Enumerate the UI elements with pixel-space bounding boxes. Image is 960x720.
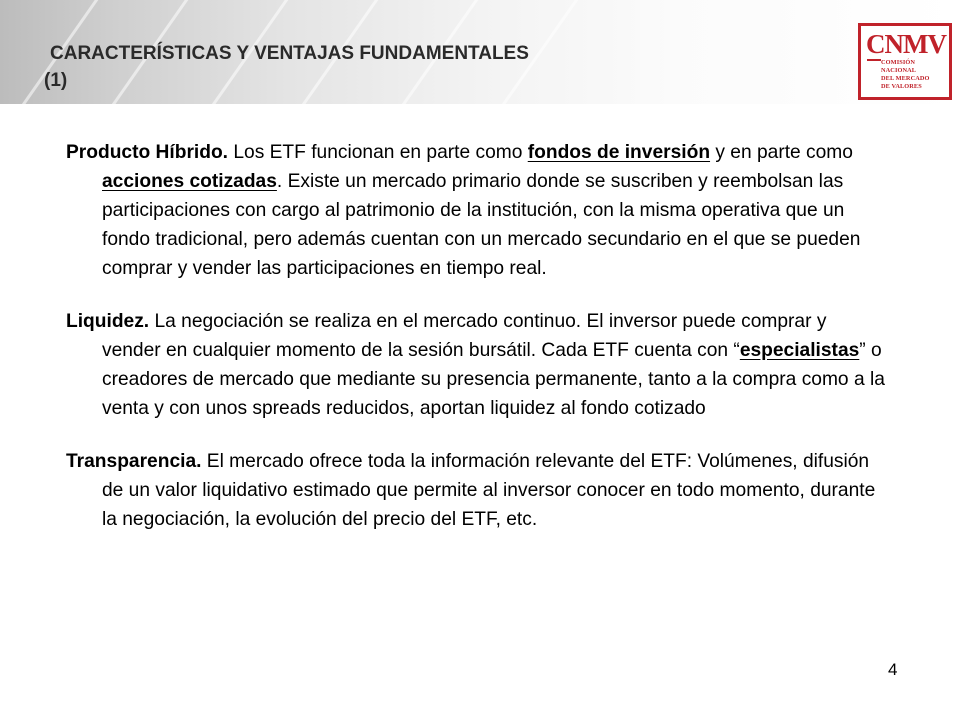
paragraph-producto-hibrido <box>66 138 886 283</box>
link-acciones-cotizadas[interactable]: acciones cotizadas <box>102 171 277 192</box>
paragraph-liquidez <box>66 307 886 423</box>
paragraph-text: Los ETF funcionan en parte como <box>228 142 528 163</box>
paragraph-text: El mercado ofrece toda la información relevante del ETF: Volúmenes, difusión de un valor liquidativo estimado que permite al inversor conocer en todo momento, durante la negociación, la evolución del precio del ETF, etc. <box>102 451 876 530</box>
paragraph-text: y en parte como <box>710 142 853 163</box>
link-fondos-de-inversion[interactable]: fondos de inversión <box>527 142 711 163</box>
slide-title-line2: (1) <box>44 70 68 91</box>
logo-subtitle-line: COMISIÓN <box>881 59 916 66</box>
logo-subtitle-line: NACIONAL <box>881 67 917 74</box>
cnmv-logo <box>858 23 952 100</box>
paragraph-text: ” o creadores de mercado que mediante su presencia permanente, tanto a la compra como a la venta y con unos spreads reducidos, aportan liquidez al fondo cotizado <box>102 340 885 419</box>
paragraph-text: La negociación se realiza en el mercado continuo. El inversor puede comprar y vender en cualquier momento de la sesión bursátil. Cada ETF cuenta con “ <box>102 311 827 361</box>
page-number: 4 <box>888 660 898 679</box>
slide-title-line1: CARACTERÍSTICAS Y VENTAJAS FUNDAMENTALES <box>50 43 529 64</box>
logo-subtitle-line: DE VALORES <box>881 83 922 90</box>
term-liquidez: Liquidez. <box>66 311 150 332</box>
slide-title <box>44 40 850 94</box>
logo-rule <box>867 59 881 93</box>
link-especialistas[interactable]: especialistas <box>739 340 860 361</box>
paragraph-transparencia <box>66 447 886 534</box>
term-producto-hibrido: Producto Híbrido. <box>66 142 229 163</box>
slide-content <box>66 138 886 558</box>
logo-wordmark: CNMV <box>866 29 946 59</box>
term-transparencia: Transparencia. <box>66 451 202 472</box>
logo-subtitle <box>881 59 949 91</box>
logo-subtitle-line: DEL MERCADO <box>881 75 930 82</box>
paragraph-text: . Existe un mercado primario donde se suscriben y reembolsan las participaciones con cargo al patrimonio de la institución, con la misma operativa que un fondo tradicional, pero además cuentan con un mercado secundario en el que se pueden comprar y vender las participaciones en tiempo real. <box>102 171 861 279</box>
